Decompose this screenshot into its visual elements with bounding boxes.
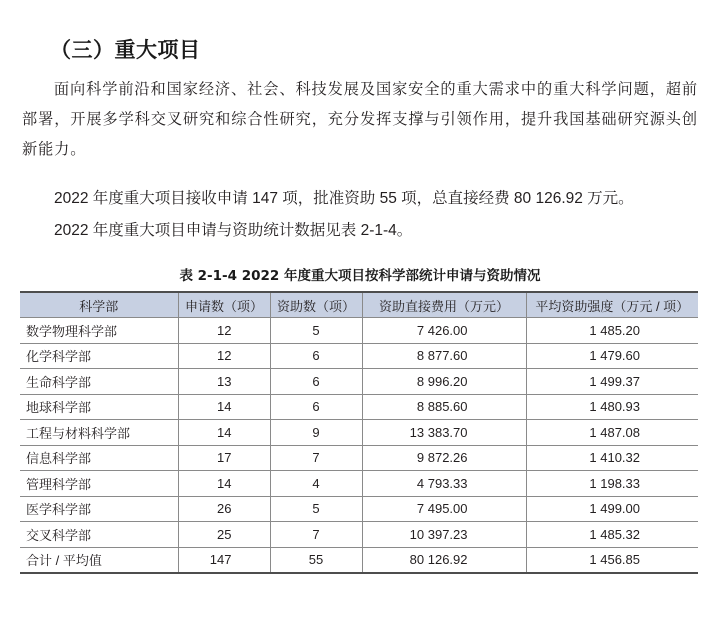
section-heading: （三）重大项目 xyxy=(50,38,201,62)
cell-apps: 12 xyxy=(178,318,270,344)
cell-avg: 1 485.32 xyxy=(526,522,698,548)
cell-apps: 14 xyxy=(178,420,270,446)
cell-funded: 5 xyxy=(270,496,362,522)
cell-dept: 医学科学部 xyxy=(20,496,178,522)
statistics-table xyxy=(20,291,698,574)
cell-dept: 地球科学部 xyxy=(20,394,178,420)
cell-avg: 1 499.37 xyxy=(526,369,698,395)
cell-funded: 9 xyxy=(270,420,362,446)
cell-funded: 55 xyxy=(270,547,362,573)
cell-dept: 生命科学部 xyxy=(20,369,178,395)
cell-cost: 13 383.70 xyxy=(362,420,526,446)
table-header-row xyxy=(20,292,698,318)
cell-dept: 化学科学部 xyxy=(20,343,178,369)
cell-avg: 1 485.20 xyxy=(526,318,698,344)
cell-apps: 13 xyxy=(178,369,270,395)
cell-dept: 合计 / 平均值 xyxy=(20,547,178,573)
cell-apps: 17 xyxy=(178,445,270,471)
cell-cost: 7 426.00 xyxy=(362,318,526,344)
table-reference-line: 2022 年度重大项目申请与资助统计数据见表 2-1-4。 xyxy=(54,222,413,239)
table-row xyxy=(20,471,698,497)
cell-funded: 7 xyxy=(270,445,362,471)
cell-apps: 25 xyxy=(178,522,270,548)
cell-dept: 交叉科学部 xyxy=(20,522,178,548)
cell-cost: 8 996.20 xyxy=(362,369,526,395)
cell-dept: 工程与材料科学部 xyxy=(20,420,178,446)
cell-cost: 7 495.00 xyxy=(362,496,526,522)
table-row xyxy=(20,394,698,420)
intro-paragraph: 面向科学前沿和国家经济、社会、科技发展及国家安全的重大需求中的重大科学问题，超前部署，开展多学科交叉研究和综合性研究，充分发挥支撑与引领作用，提升我国基础研究源头创新能力。 xyxy=(22,80,698,158)
header-avg: 平均资助强度（万元 / 项） xyxy=(526,292,698,318)
cell-cost: 8 877.60 xyxy=(362,343,526,369)
table-total-row xyxy=(20,547,698,573)
cell-avg: 1 479.60 xyxy=(526,343,698,369)
cell-cost: 10 397.23 xyxy=(362,522,526,548)
summary-line: 2022 年度重大项目接收申请 147 项，批准资助 55 项，总直接经费 80 126.92 万元。 xyxy=(54,190,634,207)
cell-apps: 26 xyxy=(178,496,270,522)
cell-dept: 信息科学部 xyxy=(20,445,178,471)
cell-dept: 数学物理科学部 xyxy=(20,318,178,344)
cell-apps: 147 xyxy=(178,547,270,573)
table-caption: 表 2-1-4 2022 年度重大项目按科学部统计申请与资助情况 xyxy=(179,268,541,284)
cell-apps: 12 xyxy=(178,343,270,369)
table-row xyxy=(20,318,698,344)
cell-dept: 管理科学部 xyxy=(20,471,178,497)
cell-cost: 8 885.60 xyxy=(362,394,526,420)
cell-apps: 14 xyxy=(178,394,270,420)
table-row xyxy=(20,496,698,522)
cell-avg: 1 456.85 xyxy=(526,547,698,573)
header-funded: 资助数（项） xyxy=(270,292,362,318)
cell-cost: 4 793.33 xyxy=(362,471,526,497)
table-row xyxy=(20,445,698,471)
cell-cost: 9 872.26 xyxy=(362,445,526,471)
table-row xyxy=(20,369,698,395)
table-row xyxy=(20,420,698,446)
cell-funded: 6 xyxy=(270,394,362,420)
cell-avg: 1 410.32 xyxy=(526,445,698,471)
cell-funded: 4 xyxy=(270,471,362,497)
cell-funded: 6 xyxy=(270,369,362,395)
cell-funded: 5 xyxy=(270,318,362,344)
table-row xyxy=(20,343,698,369)
cell-funded: 7 xyxy=(270,522,362,548)
header-dept: 科学部 xyxy=(20,292,178,318)
cell-avg: 1 499.00 xyxy=(526,496,698,522)
cell-avg: 1 487.08 xyxy=(526,420,698,446)
cell-avg: 1 480.93 xyxy=(526,394,698,420)
cell-avg: 1 198.33 xyxy=(526,471,698,497)
header-apps: 申请数（项） xyxy=(178,292,270,318)
cell-apps: 14 xyxy=(178,471,270,497)
header-cost: 资助直接费用（万元） xyxy=(362,292,526,318)
cell-funded: 6 xyxy=(270,343,362,369)
table-row xyxy=(20,522,698,548)
cell-cost: 80 126.92 xyxy=(362,547,526,573)
